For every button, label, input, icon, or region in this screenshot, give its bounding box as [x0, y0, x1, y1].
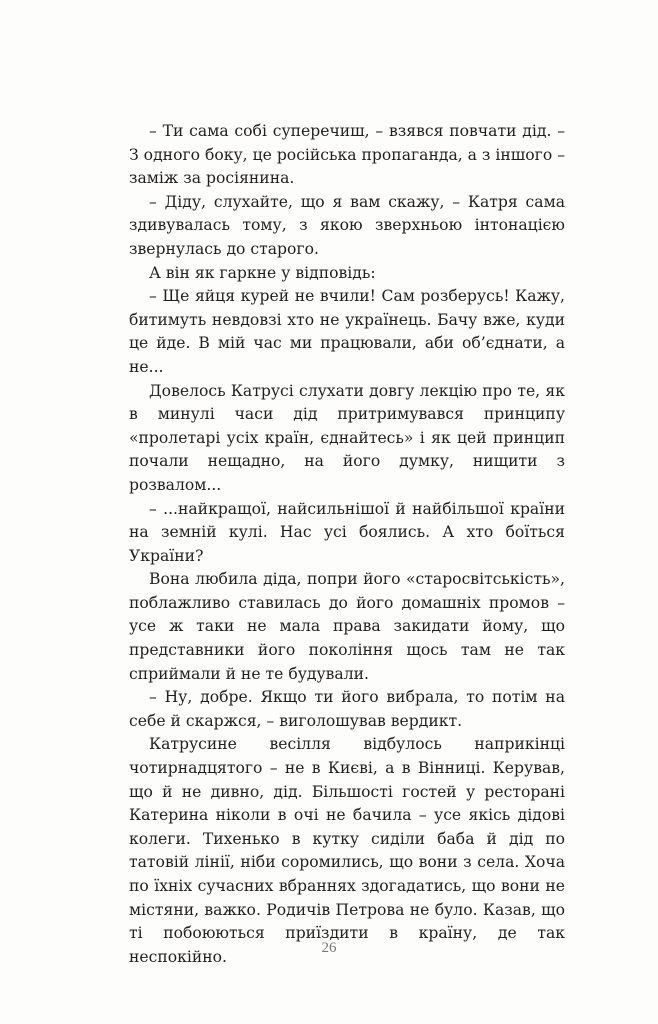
- body-text: [129, 120, 565, 969]
- page-number: 26: [321, 940, 337, 956]
- paragraph: Вона любила діда, попри його «старосвітськість», поблажливо ставилась до його домашніх промов – усе ж таки не мала права закидати йому, що представники його покоління щось там не так сприймали й не те будували.: [129, 570, 565, 683]
- paragraph: – Ти сама собі суперечиш, – взявся повчати дід. – З одного боку, це російська пропаганда, а з іншого – заміж за росіянина.: [129, 122, 565, 188]
- paragraph: Катрусине весілля відбулось наприкінці чотирнадцятого – не в Києві, а в Вінниці. Керував, що й не дивно, дід. Більшості гостей у ресторані Катерина ніколи в очі не бачила – усе якісь дідові колеги. Тихенько в кутку сиділи баба й дід по татовій лінії, ніби соромились, що вони з села. Хоча по їхніх сучасних вбраннях здогадатись, що вони не містяни, важко. Родичів Петрова не було. Казав, що ті побоюються приїздити в країну, де так неспокійно.: [129, 735, 565, 966]
- paragraph: – Ще яйця курей не вчили! Сам розберусь! Кажу, битимуть невдовзі хто не українець. Бачу вже, куди це йде. В мій час ми працювали, аби об’єднати, а не...: [129, 287, 565, 376]
- paragraph: – Діду, слухайте, що я вам скажу, – Катря сама здивувалась тому, з якою зверхньою інтонацією звернулась до старого.: [129, 192, 565, 258]
- paragraph: А він як гаркне у відповідь:: [149, 263, 376, 282]
- paragraph: – Ну, добре. Якщо ти його вибрала, то потім на себе й скаржся, – виголошував вердикт.: [129, 688, 565, 730]
- paragraph: – ...найкращої, найсильнішої й найбільшої країни на земній кулі. Нас усі боялись. А хто боїться України?: [129, 499, 565, 565]
- paragraph: Довелось Катрусі слухати довгу лекцію про те, як в минулі часи дід притримувався принципу «пролетарі усіх країн, єднайтесь» і як цей принцип почали нещадно, на його думку, нищити з розвалом...: [129, 381, 565, 494]
